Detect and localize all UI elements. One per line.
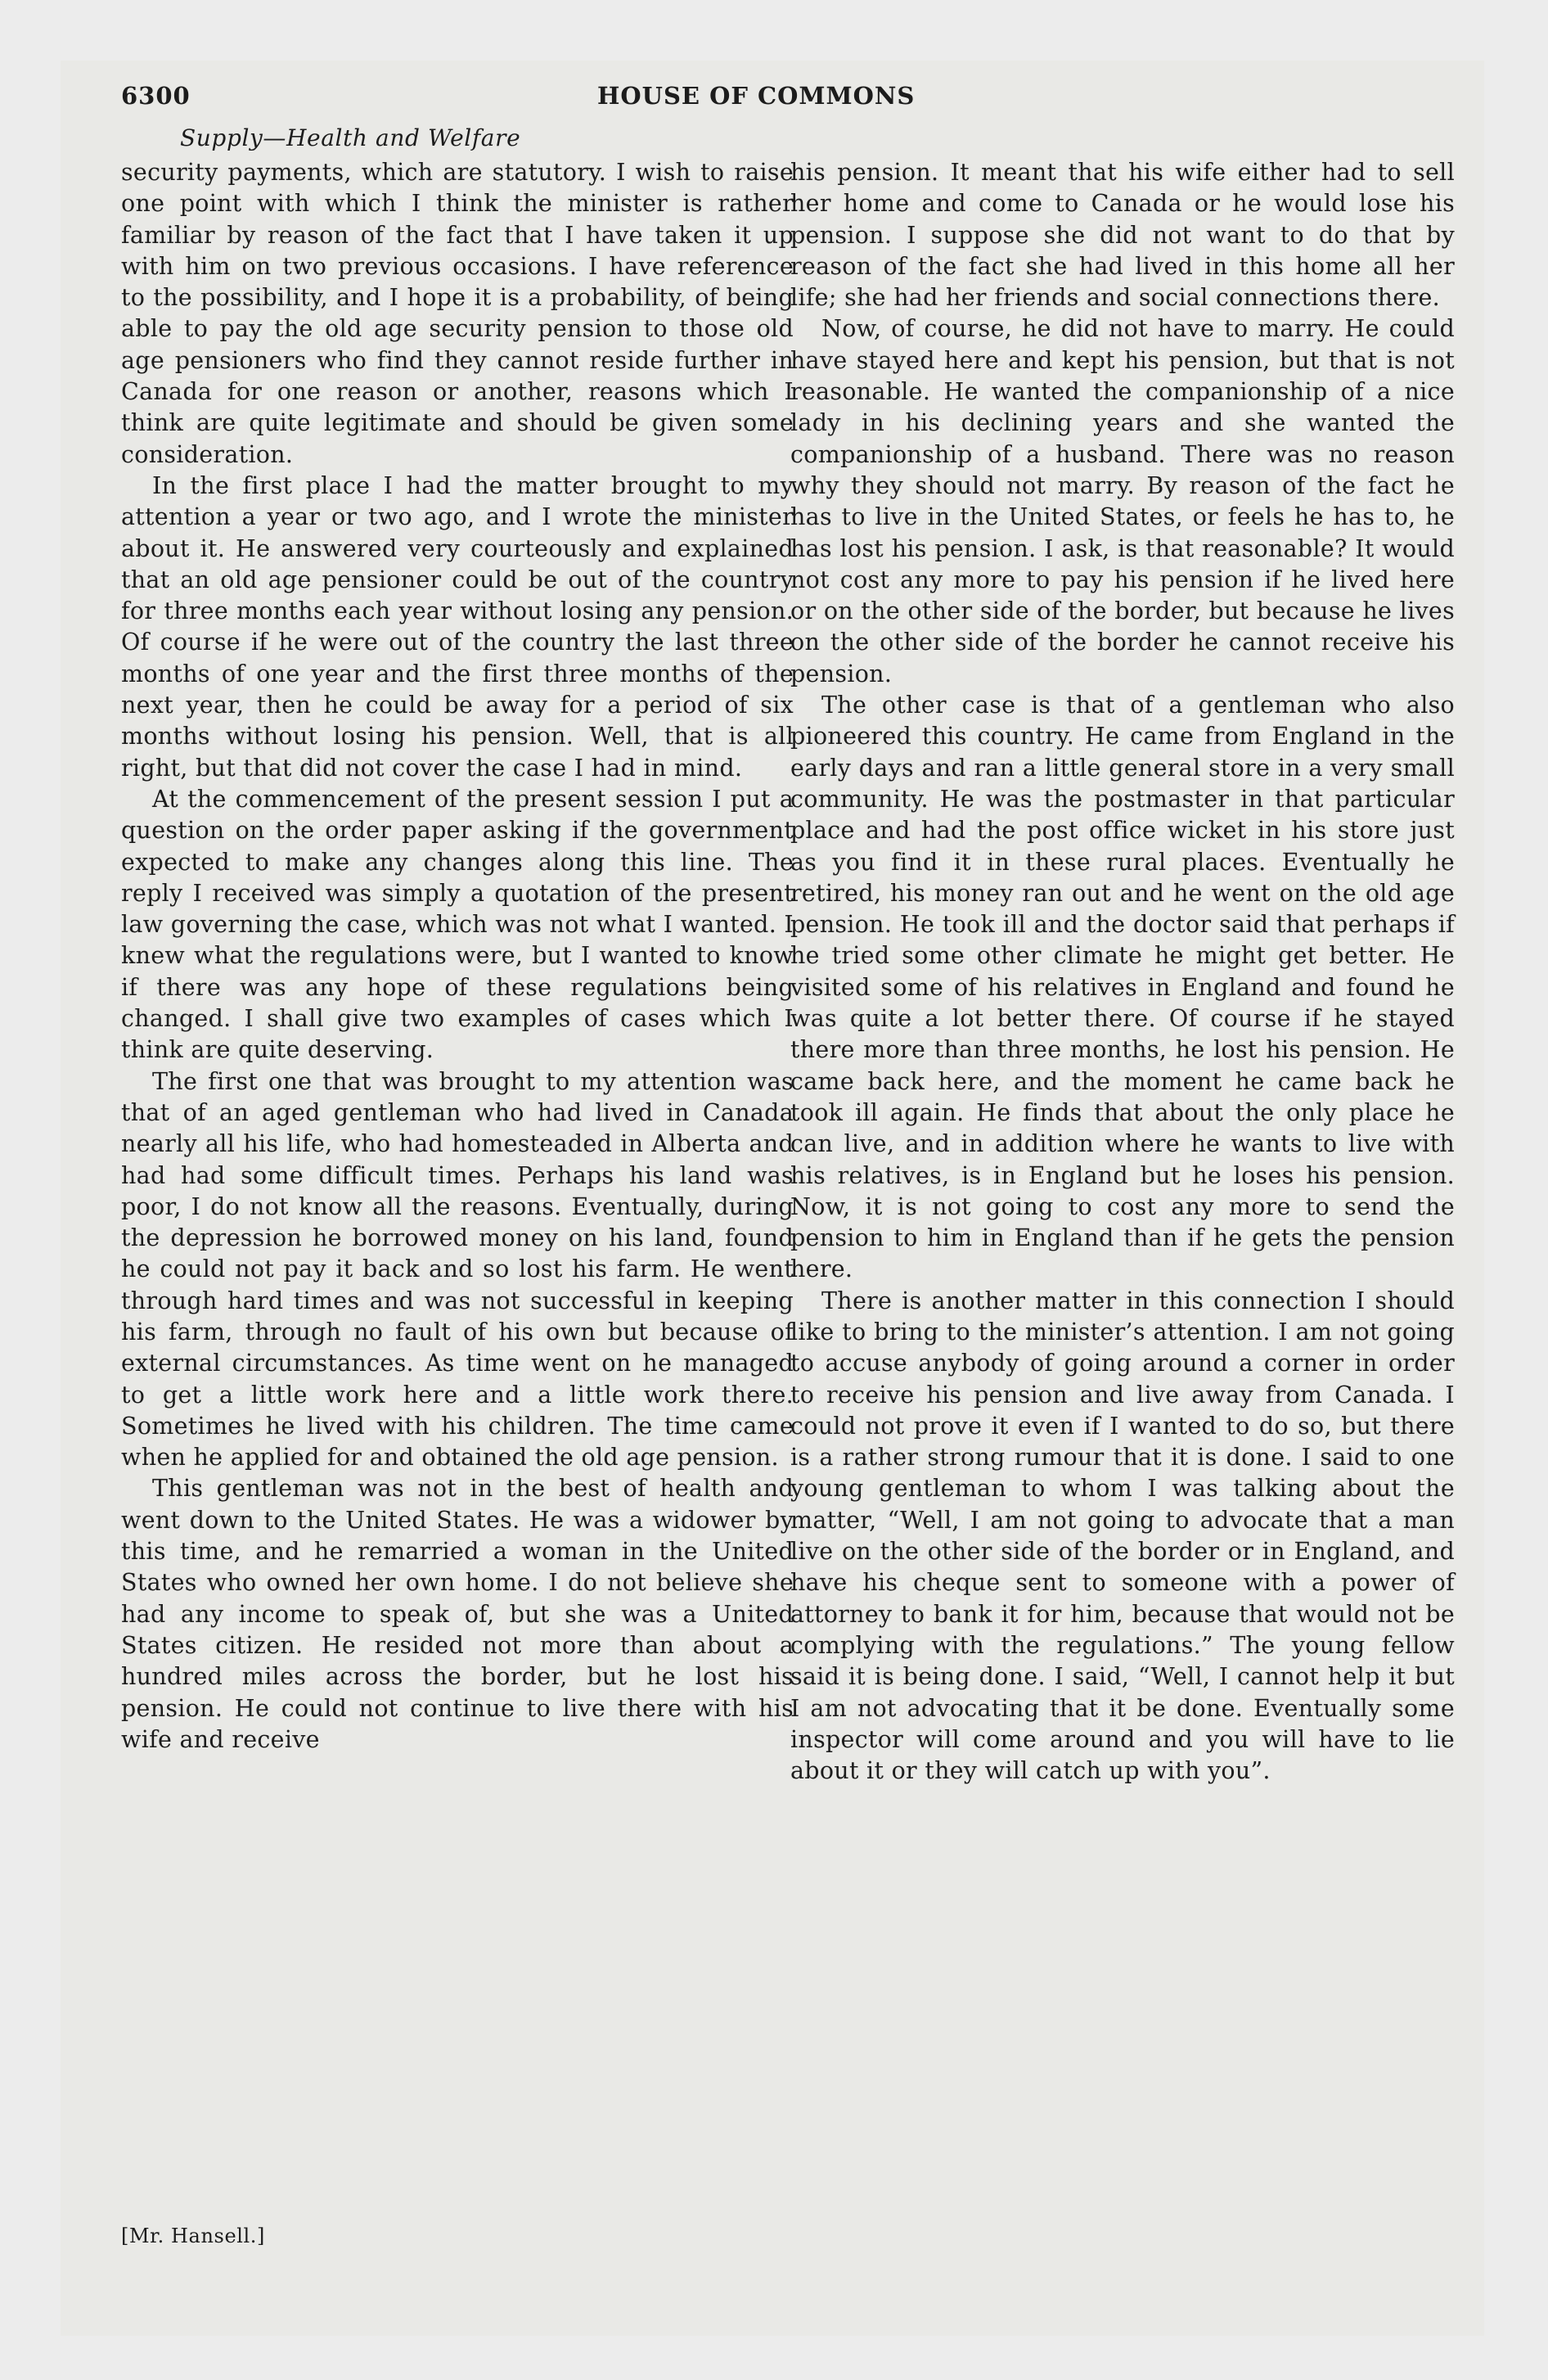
- speaker-attribution: [Mr. Hansell.]: [121, 2224, 265, 2247]
- right-column: [790, 157, 1455, 1787]
- paragraph: The first one that was brought to my attention was that of an aged gentleman who had lived in Canada nearly all his life, who had homesteaded in Alberta and had had some difficult times. Perhaps his land was poor, I do not know all the reasons. Eventually, during the depression he borrowed money on his land, found he could not pay it back and so lost his farm. He went through hard times and was not successful in keeping his farm, through no fault of his own but because of external circumstances. As time went on he managed to get a little work here and a little work there. Sometimes he lived with his children. The time came when he applied for and obtained the old age pension.: [121, 1067, 794, 1472]
- running-head: HOUSE OF COMMONS: [597, 82, 916, 110]
- paragraph: There is another matter in this connection I should like to bring to the minister’s attention. I am not going to accuse anybody of going around a corner in order to receive his pension and live away from Canada. I could not prove it even if I wanted to do so, but there is a rather strong rumour that it is done. I said to one young gentleman to whom I was talking about the matter, “Well, I am not going to advocate that a man live on the other side of the border or in England, and have his cheque sent to someone with a power of attorney to bank it for him, because that would not be complying with the regulations.” The young fellow said it is being done. I said, “Well, I cannot help it but I am not advocating that it be done. Eventually some inspector will come around and you will have to lie about it or they will catch up with you”.: [790, 1287, 1455, 1785]
- section-subhead: Supply—Health and Welfare: [180, 124, 521, 151]
- left-column: [121, 157, 794, 1756]
- paragraph: In the first place I had the matter brought to my attention a year or two ago, and I wrote the minister about it. He answered very courteously and explained that an old age pensioner could be out of the country for three months each year without losing any pension. Of course if he were out of the country the last three months of one year and the first three months of the next year, then he could be away for a period of six months without losing his pension. Well, that is all right, but that did not cover the case I had in mind.: [121, 471, 794, 782]
- paragraph: security payments, which are statutory. I wish to raise one point with which I think the minister is rather familiar by reason of the fact that I have taken it up with him on two previous occasions. I have reference to the possibility, and I hope it is a probability, of being able to pay the old age security pension to those old age pensioners who find they cannot reside further in Canada for one reason or another, reasons which I think are quite legitimate and should be given some consideration.: [121, 159, 794, 468]
- paragraph: This gentleman was not in the best of health and went down to the United States. He was a widower by this time, and he remarried a woman in the United States who owned her own home. I do not believe she had any income to speak of, but she was a United States citizen. He resided not more than about a hundred miles across the border, but he lost his pension. He could not continue to live there with his wife and receive: [121, 1475, 794, 1753]
- paragraph: his pension. It meant that his wife either had to sell her home and come to Canada or he would lose his pension. I suppose she did not want to do that by reason of the fact she had lived in this home all her life; she had her friends and social connections there.: [790, 159, 1455, 312]
- page-header: [61, 82, 1484, 131]
- paragraph: Now, of course, he did not have to marry. He could have stayed here and kept his pension, but that is not reasonable. He wanted the companionship of a nice lady in his declining years and she wanted the companionship of a husband. There was no reason why they should not marry. By reason of the fact he has to live in the United States, or feels he has to, he has lost his pension. I ask, is that reasonable? It would not cost any more to pay his pension if he lived here or on the other side of the border, but because he lives on the other side of the border he cannot receive his pension.: [790, 315, 1455, 687]
- paragraph: At the commencement of the present session I put a question on the order paper asking if the government expected to make any changes along this line. The reply I received was simply a quotation of the present law governing the case, which was not what I wanted. I knew what the regulations were, but I wanted to know if there was any hope of these regulations being changed. I shall give two examples of cases which I think are quite deserving.: [121, 785, 794, 1064]
- page-number: 6300: [121, 82, 191, 110]
- paragraph: The other case is that of a gentleman who also pioneered this country. He came from England in the early days and ran a little general store in a very small community. He was the postmaster in that particular place and had the post office wicket in his store just as you find it in these rural places. Eventually he retired, his money ran out and he went on the old age pension. He took ill and the doctor said that perhaps if he tried some other climate he might get better. He visited some of his relatives in England and found he was quite a lot better there. Of course if he stayed there more than three months, he lost his pension. He came back here, and the moment he came back he took ill again. He finds that about the only place he can live, and in addition where he wants to live with his relatives, is in England but he loses his pension. Now, it is not going to cost any more to send the pension to him in England than if he gets the pension here.: [790, 692, 1455, 1283]
